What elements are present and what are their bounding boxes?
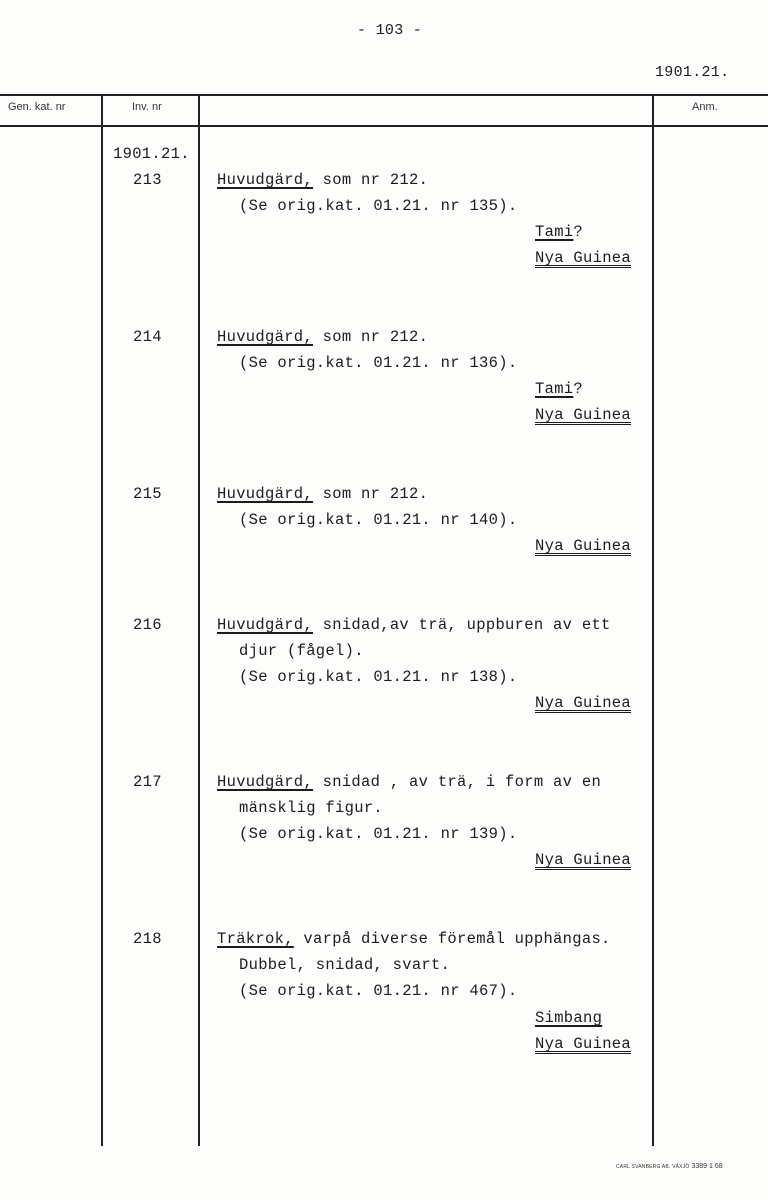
catalog-reference-line: (Se orig.kat. 01.21. nr 136). (239, 354, 518, 372)
place-region: Nya Guinea (535, 694, 632, 712)
catalog-reference: 1901.21. (655, 64, 730, 81)
description-continuation: Dubbel, snidad, svart. (239, 956, 451, 974)
locality-uncertain-mark: ? (573, 223, 584, 241)
printer-name: CARL SVANBERG AB. VÄXJÖ (616, 1164, 690, 1170)
object-name: Huvudgärd, (217, 328, 314, 346)
locality-name: Tami (535, 380, 574, 398)
object-name: Huvudgärd, (217, 616, 314, 634)
inv-number: 217 (133, 773, 162, 791)
entry-title-line (217, 930, 611, 948)
place-locality (535, 380, 583, 398)
entry-description: snidad,av trä, uppburen av ett (313, 616, 611, 634)
entry-description: som nr 212. (313, 171, 429, 189)
entry-title-line (217, 485, 428, 503)
place-locality (535, 223, 583, 241)
page-number: - 103 - (357, 22, 423, 39)
entry-description: som nr 212. (313, 328, 429, 346)
place-region: Nya Guinea (535, 249, 632, 267)
locality-uncertain-mark: ? (573, 380, 584, 398)
column-header-inv: Inv. nr (132, 101, 162, 113)
column-divider-inv-desc (198, 94, 200, 1146)
entry-title-line (217, 616, 611, 634)
description-continuation: mänsklig figur. (239, 799, 384, 817)
place-region: Nya Guinea (535, 406, 632, 424)
entry-title-line (217, 171, 428, 189)
place-locality (535, 1009, 602, 1027)
object-name: Huvudgärd, (217, 485, 314, 503)
object-name: Träkrok, (217, 930, 294, 948)
printer-imprint (616, 1163, 723, 1170)
object-name: Huvudgärd, (217, 773, 314, 791)
form-code: 3389 1 68 (691, 1163, 723, 1170)
catalog-reference-line: (Se orig.kat. 01.21. nr 140). (239, 511, 518, 529)
locality-name: Simbang (535, 1009, 603, 1027)
entry-title-line (217, 328, 428, 346)
inv-number: 214 (133, 328, 162, 346)
inv-number: 213 (133, 171, 162, 189)
column-divider-gen-inv (101, 94, 103, 1146)
place-region: Nya Guinea (535, 537, 632, 555)
entry-description: snidad , av trä, i form av en (313, 773, 602, 791)
entry-description: som nr 212. (313, 485, 429, 503)
entry-description: varpå diverse föremål upphängas. (293, 930, 611, 948)
catalog-reference-line: (Se orig.kat. 01.21. nr 135). (239, 197, 518, 215)
place-region: Nya Guinea (535, 851, 632, 869)
place-region: Nya Guinea (535, 1035, 632, 1053)
entry-title-line (217, 773, 601, 791)
locality-name: Tami (535, 223, 574, 241)
inv-number: 216 (133, 616, 162, 634)
column-header-anm: Anm. (692, 101, 718, 113)
catalog-reference-line: (Se orig.kat. 01.21. nr 467). (239, 982, 518, 1000)
catalog-reference-line: (Se orig.kat. 01.21. nr 139). (239, 825, 518, 843)
series-heading: 1901.21. (113, 145, 190, 163)
inv-number: 215 (133, 485, 162, 503)
object-name: Huvudgärd, (217, 171, 314, 189)
catalog-reference-line: (Se orig.kat. 01.21. nr 138). (239, 668, 518, 686)
column-header-gen-kat: Gen. kat. nr (8, 101, 66, 113)
column-divider-desc-anm (652, 94, 654, 1146)
inv-number: 218 (133, 930, 162, 948)
description-continuation: djur (fågel). (239, 642, 364, 660)
